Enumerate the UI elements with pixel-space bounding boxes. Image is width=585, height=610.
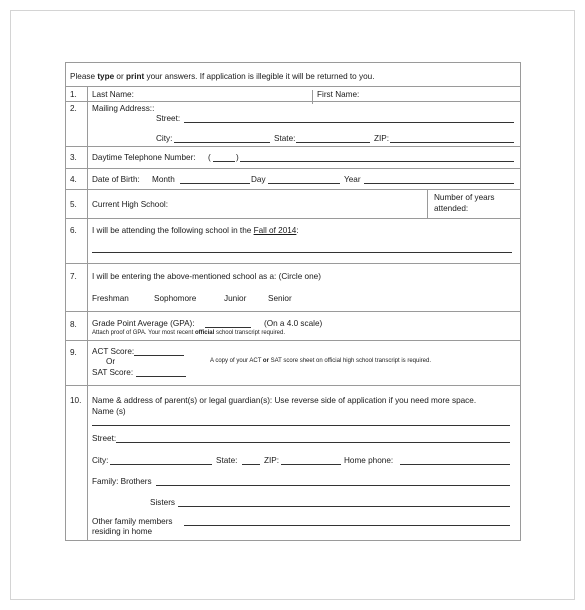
day-input[interactable] — [268, 175, 340, 184]
test-score-cell — [88, 341, 521, 386]
guardian-state-input[interactable] — [242, 456, 260, 465]
other-family-label-2: residing in home — [92, 527, 153, 536]
area-code-close: ) — [236, 153, 239, 162]
state-input[interactable] — [296, 134, 370, 143]
city-input[interactable] — [174, 134, 270, 143]
other-family-label-1: Other family members — [92, 517, 173, 526]
name-cell — [88, 87, 521, 102]
zip-label: ZIP: — [374, 134, 390, 143]
mailing-address-cell — [88, 102, 521, 147]
row-8 — [66, 312, 521, 341]
row-number: 7. — [66, 264, 88, 312]
row-number: 1. — [66, 87, 88, 102]
row-number: 9. — [66, 341, 88, 386]
row-number: 10. — [66, 386, 88, 541]
sisters-input[interactable] — [178, 498, 510, 507]
row-5 — [66, 190, 521, 219]
row-6 — [66, 219, 521, 264]
guardian-name-label: Name (s) — [92, 407, 126, 416]
row-1 — [66, 87, 521, 102]
instructions-text: Please type or print your answers. If application is illegible it will be returned to you. — [70, 72, 375, 81]
row-10 — [66, 386, 521, 541]
row-4 — [66, 169, 521, 190]
school-fall-text: I will be attending the following school in the Fall of 2014: — [92, 226, 299, 235]
last-name-label: Last Name: — [92, 90, 134, 99]
phone-label: Daytime Telephone Number: — [92, 153, 196, 162]
row-number: 8. — [66, 312, 88, 341]
dob-label: Date of Birth: — [92, 175, 140, 184]
guardian-cell — [88, 386, 521, 541]
guardian-zip-label: ZIP: — [264, 456, 280, 465]
phone-input[interactable] — [240, 153, 514, 162]
month-label: Month — [152, 175, 175, 184]
other-family-input[interactable] — [184, 517, 510, 526]
instructions-cell — [66, 63, 521, 87]
grade-level-cell — [88, 264, 521, 312]
phone-cell — [88, 147, 521, 169]
gpa-scale: (On a 4.0 scale) — [264, 319, 323, 328]
high-school-label: Current High School: — [92, 200, 168, 209]
high-school-cell — [88, 190, 428, 219]
month-input[interactable] — [180, 175, 250, 184]
option-sophomore[interactable]: Sophomore — [154, 294, 197, 303]
score-note: A copy of your ACT or SAT score sheet on official high school transcript is required. — [210, 358, 432, 364]
years-attended-cell — [428, 190, 521, 219]
gpa-cell — [88, 312, 521, 341]
option-freshman[interactable]: Freshman — [92, 294, 129, 303]
gpa-input[interactable] — [205, 319, 251, 328]
guardian-zip-input[interactable] — [281, 456, 341, 465]
home-phone-input[interactable] — [400, 456, 510, 465]
street-input[interactable] — [184, 114, 514, 123]
sisters-label: Sisters — [150, 498, 176, 507]
or-label: Or — [106, 357, 116, 366]
guardian-name-input[interactable] — [92, 417, 510, 426]
brothers-input[interactable] — [156, 477, 510, 486]
act-input[interactable] — [134, 347, 184, 356]
school-fall-input[interactable] — [92, 244, 512, 253]
instructions-row — [66, 63, 521, 87]
area-code-input[interactable] — [213, 153, 235, 162]
row-number: 3. — [66, 147, 88, 169]
row-number: 6. — [66, 219, 88, 264]
row-7 — [66, 264, 521, 312]
act-label: ACT Score: — [92, 347, 135, 356]
row-number: 4. — [66, 169, 88, 190]
dob-cell — [88, 169, 521, 190]
years-label-1: Number of years — [434, 193, 495, 202]
guardian-street-label: Street: — [92, 434, 117, 443]
city-label: City: — [156, 134, 173, 143]
home-phone-label: Home phone: — [344, 456, 394, 465]
row-9 — [66, 341, 521, 386]
sat-input[interactable] — [136, 368, 186, 377]
gpa-note: Attach proof of GPA. Your most recent official school transcript required. — [92, 330, 285, 336]
zip-input[interactable] — [390, 134, 514, 143]
application-form-table — [65, 62, 521, 541]
street-label: Street: — [156, 114, 181, 123]
year-label: Year — [344, 175, 361, 184]
guardian-city-label: City: — [92, 456, 109, 465]
row-3 — [66, 147, 521, 169]
first-name-label: First Name: — [312, 90, 359, 104]
sat-label: SAT Score: — [92, 368, 134, 377]
guardian-state-label: State: — [216, 456, 238, 465]
state-label: State: — [274, 134, 296, 143]
row-number: 2. — [66, 102, 88, 147]
day-label: Day — [251, 175, 266, 184]
option-senior[interactable]: Senior — [268, 294, 292, 303]
brothers-label: Family: Brothers — [92, 477, 152, 486]
option-junior[interactable]: Junior — [224, 294, 247, 303]
row-2 — [66, 102, 521, 147]
row-number: 5. — [66, 190, 88, 219]
gpa-label: Grade Point Average (GPA): — [92, 319, 195, 328]
grade-level-text: I will be entering the above-mentioned school as a: (Circle one) — [92, 272, 321, 281]
guardian-heading: Name & address of parent(s) or legal guardian(s): Use reverse side of application if you need more space. — [92, 396, 477, 405]
mailing-address-label: Mailing Address:: — [92, 104, 155, 113]
guardian-street-input[interactable] — [116, 434, 510, 443]
year-input[interactable] — [364, 175, 514, 184]
years-label-2: attended: — [434, 204, 469, 213]
school-fall-cell — [88, 219, 521, 264]
guardian-city-input[interactable] — [110, 456, 212, 465]
area-code-open: ( — [208, 153, 211, 162]
